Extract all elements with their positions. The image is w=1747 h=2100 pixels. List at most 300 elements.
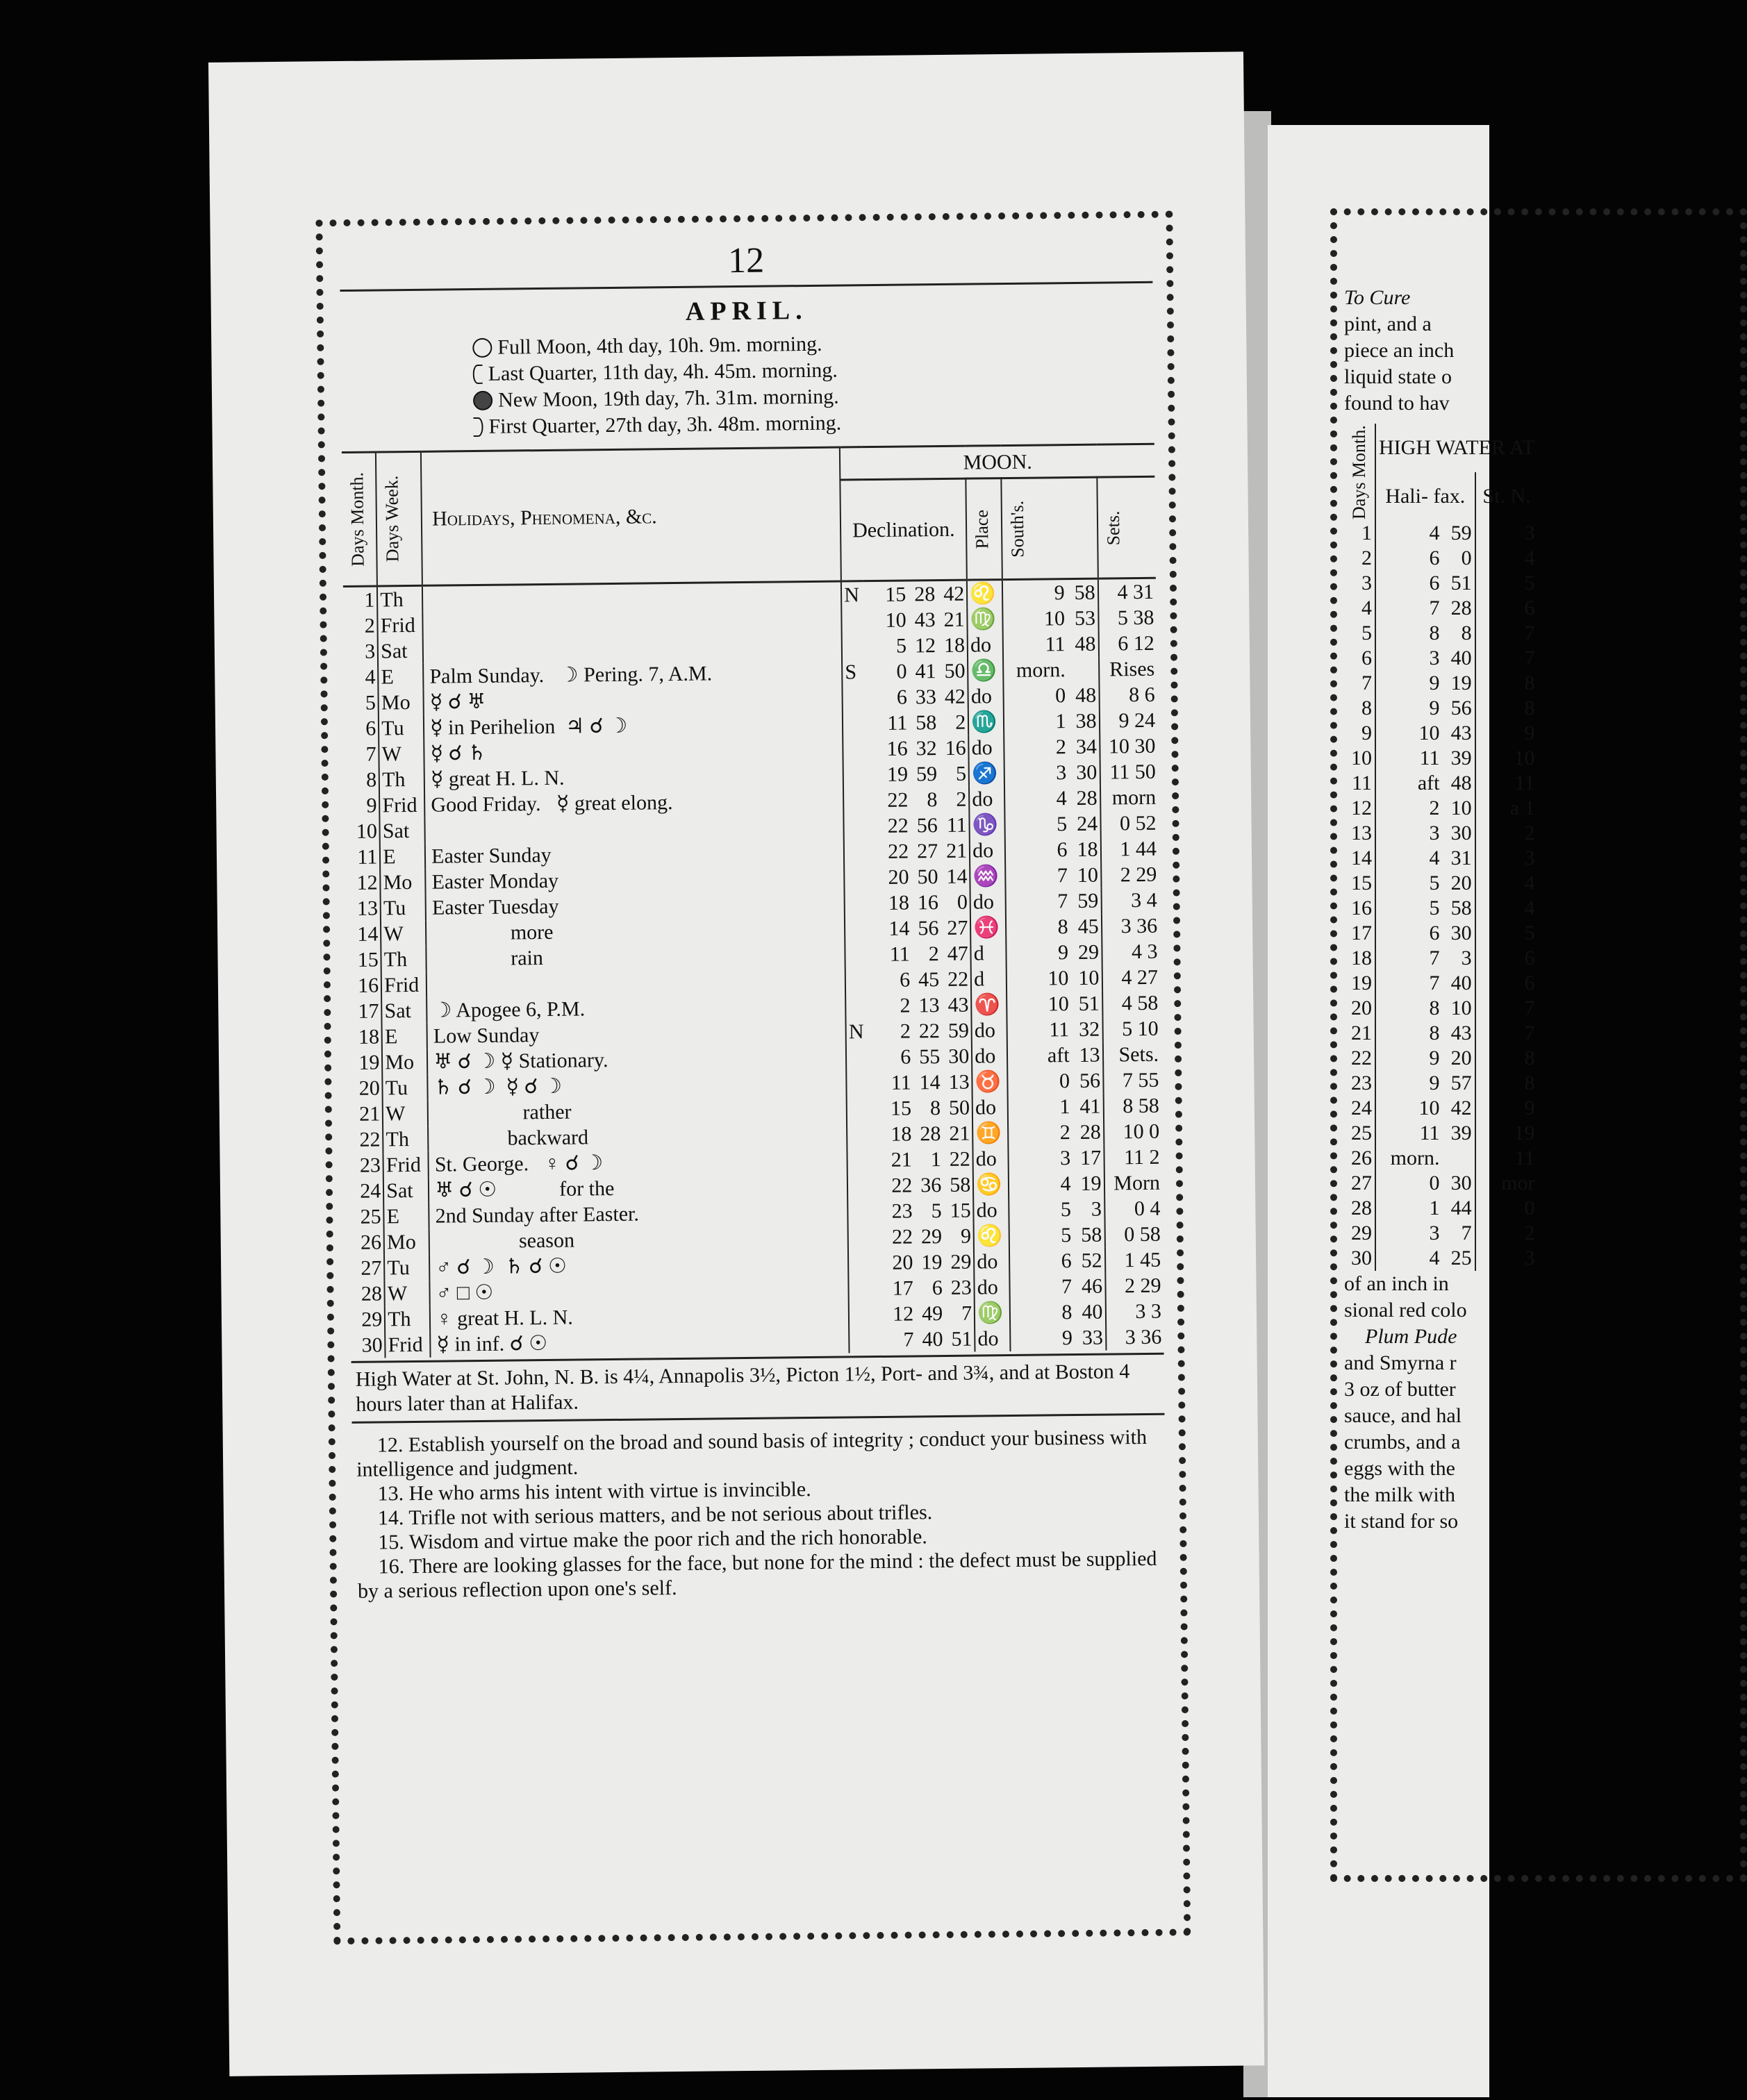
moon-place: do bbox=[968, 632, 1003, 658]
moon-sets: 2 29 bbox=[1101, 862, 1159, 888]
moon-place: ♊ bbox=[972, 1120, 1008, 1147]
declination-direction bbox=[842, 633, 864, 659]
declination-dg: 6 bbox=[900, 1045, 911, 1069]
right-table-cell: 56 bbox=[1450, 697, 1472, 719]
right-table-cell: 11 bbox=[1375, 746, 1442, 771]
right-table-cell: a 1 bbox=[1475, 796, 1538, 821]
right-intro-line: pint, and a bbox=[1344, 312, 1432, 335]
moon-place: ♐ bbox=[969, 760, 1004, 787]
moon-place: do bbox=[970, 889, 1006, 915]
maxim-item: 14. Trifle not with serious matters, and be not serious about trifles. bbox=[377, 1501, 933, 1530]
right-table-cell: 3 bbox=[1375, 821, 1442, 846]
declination-dg: 10 bbox=[885, 608, 906, 632]
right-table-row bbox=[1344, 896, 1537, 921]
day-of-month: 16 bbox=[358, 974, 379, 997]
right-table-cell: 5 bbox=[1475, 921, 1538, 946]
moon-souths bbox=[1004, 760, 1100, 786]
right-table-cell: 8 bbox=[1375, 1021, 1442, 1046]
declination-direction bbox=[846, 1044, 868, 1070]
maxim-item: 12. Establish yourself on the broad and sound basis of integrity ; conduct your business with intelligence and judgment. bbox=[356, 1425, 1148, 1481]
souths-sh: 11 bbox=[1045, 633, 1066, 656]
declination-value bbox=[868, 1018, 972, 1045]
moon-place: do bbox=[970, 838, 1005, 864]
moon-place: ♌ bbox=[967, 580, 1002, 607]
declination-dg: 11 bbox=[889, 942, 910, 966]
day-of-week: Frid bbox=[383, 1152, 429, 1178]
right-header-halifax: Hali- fax. bbox=[1375, 472, 1475, 521]
right-table-cell: 15 bbox=[1351, 872, 1372, 894]
souths-sm: 10 bbox=[1078, 966, 1100, 990]
day-of-month: 19 bbox=[358, 1051, 380, 1074]
right-table-row bbox=[1344, 996, 1537, 1021]
moon-sets: 4 31 bbox=[1098, 578, 1156, 605]
moon-souths bbox=[1007, 1017, 1102, 1043]
right-table-row bbox=[1344, 1021, 1537, 1046]
moon-place: do bbox=[973, 1146, 1009, 1172]
souths-sh: 11 bbox=[1049, 1018, 1070, 1042]
moon-souths bbox=[1004, 785, 1100, 812]
right-after-text bbox=[1344, 1271, 1740, 1535]
declination-direction bbox=[841, 608, 863, 633]
right-table-cell: 10 bbox=[1375, 1096, 1442, 1121]
declination-value bbox=[865, 684, 968, 711]
declination-direction bbox=[845, 967, 868, 993]
declination-direction bbox=[847, 1173, 870, 1199]
day-of-month: 29 bbox=[361, 1308, 383, 1331]
declination-dg: 22 bbox=[887, 814, 909, 838]
moon-place: ♉ bbox=[972, 1069, 1007, 1095]
right-table-row bbox=[1344, 546, 1537, 571]
right-after-line: eggs with the bbox=[1344, 1457, 1455, 1480]
moon-place: ♌ bbox=[974, 1223, 1009, 1249]
declination-dm: 1 bbox=[930, 1148, 942, 1172]
moon-place: do bbox=[968, 735, 1004, 761]
moon-sets: 6 12 bbox=[1098, 631, 1157, 657]
declination-dm: 41 bbox=[915, 660, 936, 683]
souths-sm: 24 bbox=[1076, 812, 1098, 835]
day-of-week: Frid bbox=[379, 792, 424, 819]
day-of-week: W bbox=[381, 921, 426, 947]
right-table-cell: 8 bbox=[1475, 1046, 1538, 1071]
right-table-cell: 28 bbox=[1351, 1197, 1372, 1219]
day-of-month: 11 bbox=[357, 845, 378, 869]
right-table-row bbox=[1344, 971, 1537, 996]
moon-place: do bbox=[972, 1017, 1007, 1044]
declination-ds: 22 bbox=[949, 1147, 971, 1171]
right-table-row bbox=[1344, 921, 1537, 946]
right-table-cell: 25 bbox=[1351, 1122, 1372, 1144]
declination-dm: 32 bbox=[916, 737, 937, 760]
souths-sm: 56 bbox=[1079, 1069, 1101, 1092]
souths-sm: 28 bbox=[1079, 1120, 1101, 1144]
right-table-cell: 18 bbox=[1351, 947, 1372, 969]
declination-ds: 27 bbox=[947, 916, 968, 940]
declination-value bbox=[866, 838, 970, 865]
souths-sh: 5 bbox=[1056, 812, 1068, 836]
declination-value bbox=[870, 1224, 974, 1251]
moon-sets: 3 36 bbox=[1106, 1324, 1164, 1351]
right-table-cell: 3 bbox=[1475, 521, 1538, 546]
right-table-cell: 11 bbox=[1475, 1146, 1538, 1171]
right-after-line: of an inch in bbox=[1344, 1272, 1449, 1295]
day-of-month: 13 bbox=[356, 897, 379, 920]
right-table-row bbox=[1344, 1171, 1537, 1196]
declination-dm: 29 bbox=[920, 1225, 943, 1249]
right-intro-line: piece an inch bbox=[1344, 339, 1455, 362]
moon-place: d bbox=[971, 940, 1007, 967]
moon-sets: 0 58 bbox=[1104, 1222, 1163, 1248]
right-table-cell: 11 bbox=[1475, 771, 1538, 796]
day-of-week: Frid bbox=[381, 972, 427, 999]
day-of-month: 22 bbox=[359, 1128, 381, 1151]
moon-place: ♏ bbox=[968, 709, 1004, 735]
declination-value bbox=[870, 1198, 973, 1225]
moon-sets: 10 0 bbox=[1104, 1119, 1162, 1145]
right-table-row bbox=[1344, 746, 1537, 771]
right-table-cell: 4 bbox=[1475, 896, 1538, 921]
right-table-row bbox=[1344, 1196, 1537, 1221]
moon-sets: 3 4 bbox=[1101, 888, 1159, 914]
maxim-item: 16. There are looking glasses for the face, but none for the mind : the defect must be supplied by a serious reflection upon one's self. bbox=[357, 1547, 1157, 1603]
almanac-table bbox=[342, 443, 1164, 1358]
souths-sh: aft bbox=[1047, 1044, 1070, 1067]
declination-direction bbox=[848, 1250, 870, 1276]
right-table-cell: 57 bbox=[1450, 1072, 1472, 1094]
day-of-week: Sat bbox=[381, 998, 427, 1024]
right-table-cell: 0 bbox=[1461, 547, 1472, 569]
moon-sets: 4 3 bbox=[1102, 939, 1160, 965]
declination-ds: 43 bbox=[947, 993, 969, 1017]
declination-dm: 45 bbox=[918, 968, 940, 992]
day-of-month: 21 bbox=[358, 1102, 381, 1126]
right-table-cell: 9 bbox=[1475, 1096, 1538, 1121]
right-table-cell: 6 bbox=[1375, 571, 1442, 596]
right-table-cell: 30 bbox=[1450, 822, 1472, 844]
moon-souths bbox=[1004, 734, 1100, 760]
souths-sm: 48 bbox=[1075, 683, 1097, 707]
holiday-text: Low Sunday bbox=[427, 1019, 846, 1049]
holiday-text: 2nd Sunday after Easter. bbox=[429, 1199, 847, 1228]
holiday-text: ♂ ☌ ☽ ♄ ☌ ☉ bbox=[429, 1250, 848, 1280]
right-after-line: 3 oz of butter bbox=[1344, 1378, 1456, 1401]
day-of-month: 10 bbox=[356, 819, 378, 843]
right-table-cell: 19 bbox=[1450, 672, 1472, 694]
declination-dg: 7 bbox=[903, 1328, 914, 1351]
right-table-row bbox=[1344, 1221, 1537, 1246]
moon-souths bbox=[1005, 862, 1101, 889]
declination-direction bbox=[843, 788, 866, 813]
declination-ds: 21 bbox=[943, 608, 965, 631]
almanac-body bbox=[343, 578, 1164, 1358]
full-moon-icon bbox=[472, 338, 492, 358]
declination-direction bbox=[849, 1327, 871, 1353]
day-of-month: 2 bbox=[364, 614, 375, 638]
souths-sh: 4 bbox=[1060, 1172, 1071, 1196]
declination-value bbox=[868, 941, 971, 968]
holiday-text bbox=[423, 608, 842, 638]
declination-dg: 15 bbox=[885, 583, 906, 606]
declination-dm: 13 bbox=[918, 994, 940, 1017]
right-after-line: crumbs, and a bbox=[1344, 1431, 1461, 1453]
day-of-week: Frid bbox=[378, 612, 423, 639]
right-table-cell: 11 bbox=[1375, 1121, 1442, 1146]
declination-direction: N bbox=[846, 1019, 868, 1044]
declination-ds: 2 bbox=[956, 788, 967, 811]
moon-phase-text: Full Moon, 4th day, 10h. 9m. morning. bbox=[497, 332, 822, 359]
declination-dm: 6 bbox=[932, 1276, 943, 1300]
declination-ds: 47 bbox=[947, 942, 968, 965]
declination-direction bbox=[844, 813, 866, 839]
day-of-month: 7 bbox=[365, 742, 376, 766]
souths-sh: 3 bbox=[1056, 761, 1067, 785]
declination-dm: 2 bbox=[928, 942, 939, 966]
right-table-cell: 9 bbox=[1375, 1046, 1442, 1071]
moon-sets: 5 10 bbox=[1102, 1016, 1161, 1042]
new-moon-icon bbox=[473, 391, 492, 410]
moon-phases bbox=[472, 328, 1154, 440]
moon-place: do bbox=[968, 683, 1004, 710]
souths-sm: 58 bbox=[1074, 581, 1095, 604]
day-of-week: Mo bbox=[384, 1229, 429, 1256]
right-table-cell: 21 bbox=[1351, 1022, 1372, 1044]
right-table-cell: 16 bbox=[1351, 897, 1372, 919]
declination-direction bbox=[846, 1070, 868, 1096]
declination-direction bbox=[845, 916, 867, 942]
declination-dm: 50 bbox=[917, 865, 938, 889]
moon-souths bbox=[1003, 631, 1099, 658]
souths-sh: 10 bbox=[1043, 607, 1066, 631]
declination-dg: 12 bbox=[892, 1302, 914, 1326]
right-table-cell: 1 bbox=[1361, 522, 1372, 544]
right-table-cell bbox=[1442, 1146, 1475, 1171]
maxims bbox=[352, 1415, 1167, 1603]
right-table-cell: 23 bbox=[1351, 1072, 1372, 1094]
right-border-frame bbox=[1330, 208, 1747, 1882]
declination-value bbox=[863, 580, 967, 608]
moon-souths bbox=[1004, 811, 1100, 838]
moon-souths bbox=[1009, 1222, 1105, 1249]
right-table-cell: 7 bbox=[1375, 946, 1442, 971]
day-of-month: 6 bbox=[365, 717, 376, 740]
declination-dm: 27 bbox=[917, 840, 938, 863]
right-table-cell: 17 bbox=[1351, 922, 1372, 944]
declination-dg: 0 bbox=[896, 660, 907, 683]
souths-sh: 1 bbox=[1059, 1095, 1070, 1119]
declination-dg: 15 bbox=[890, 1097, 912, 1120]
declination-ds: 15 bbox=[950, 1199, 971, 1222]
declination-ds: 18 bbox=[943, 633, 966, 657]
declination-value bbox=[864, 658, 968, 685]
declination-dg: 14 bbox=[888, 917, 910, 940]
moon-souths bbox=[1008, 1119, 1104, 1146]
day-of-week: Sat bbox=[383, 1178, 429, 1204]
right-table-cell: 3 bbox=[1375, 646, 1442, 671]
right-table-row bbox=[1344, 946, 1537, 971]
moon-sets: 5 38 bbox=[1098, 605, 1157, 631]
right-table-cell: 40 bbox=[1450, 972, 1472, 994]
declination-value bbox=[866, 812, 970, 840]
declination-direction bbox=[847, 1096, 869, 1122]
souths-sh: 0 bbox=[1059, 1069, 1070, 1093]
right-table-cell: 43 bbox=[1450, 722, 1472, 744]
right-table-cell: 7 bbox=[1375, 596, 1442, 621]
declination-direction bbox=[843, 736, 865, 762]
right-table-cell: 10 bbox=[1475, 746, 1538, 771]
declination-dm: 36 bbox=[920, 1174, 942, 1197]
declination-ds: 42 bbox=[943, 582, 965, 606]
right-table-cell: 27 bbox=[1351, 1172, 1372, 1194]
declination-dm: 40 bbox=[922, 1328, 943, 1351]
holiday-text: ☿ in Perihelion ♃ ☌ ☽ bbox=[424, 710, 843, 740]
moon-souths bbox=[1007, 1042, 1103, 1069]
right-table-cell: 10 bbox=[1375, 721, 1442, 746]
souths-sh: 9 bbox=[1057, 941, 1069, 965]
day-of-month: 1 bbox=[364, 588, 375, 612]
souths-sm: 29 bbox=[1077, 940, 1100, 964]
declination-direction bbox=[844, 839, 866, 865]
high-water-footnote: High Water at St. John, N. B. is 4¼, Annapolis 3½, Picton 1½, Port- and 3¾, and at Boston 4 hours later than at Halifax. bbox=[351, 1353, 1165, 1424]
holiday-text: ☿ ☌ ♄ bbox=[424, 736, 843, 766]
souths-sm: 38 bbox=[1075, 709, 1097, 733]
souths-sh: 2 bbox=[1055, 735, 1067, 759]
header-souths: South's. bbox=[1001, 478, 1098, 580]
declination-value bbox=[869, 1069, 972, 1097]
declination-dm: 8 bbox=[929, 1097, 941, 1120]
right-table-cell: 39 bbox=[1450, 747, 1472, 769]
declination-dm: 59 bbox=[916, 762, 938, 786]
right-table-cell: 40 bbox=[1450, 647, 1472, 669]
day-of-week: W bbox=[385, 1281, 430, 1307]
right-table-cell: 42 bbox=[1450, 1097, 1472, 1119]
declination-value bbox=[866, 735, 969, 762]
day-of-month: 3 bbox=[364, 640, 376, 663]
right-table-row bbox=[1344, 646, 1537, 671]
right-header-st: St. N. bbox=[1475, 472, 1538, 521]
day-of-month: 18 bbox=[358, 1025, 380, 1049]
right-after-line: sional red colo bbox=[1344, 1299, 1467, 1322]
day-of-week: Th bbox=[381, 947, 427, 973]
moon-souths bbox=[1006, 940, 1102, 966]
declination-dg: 16 bbox=[886, 737, 908, 760]
right-table-cell: 29 bbox=[1351, 1222, 1372, 1244]
declination-ds: 59 bbox=[947, 1019, 970, 1042]
souths-sh: 10 bbox=[1048, 992, 1069, 1016]
left-page bbox=[208, 51, 1264, 2076]
souths-sm: 19 bbox=[1080, 1172, 1102, 1195]
moon-sets: Sets. bbox=[1102, 1042, 1161, 1068]
right-table-row bbox=[1344, 1246, 1537, 1271]
right-table-cell: 3 bbox=[1375, 1221, 1442, 1246]
right-table-cell: 13 bbox=[1351, 822, 1372, 844]
moon-souths bbox=[1006, 914, 1102, 940]
right-table-row bbox=[1344, 596, 1537, 621]
declination-dg: 23 bbox=[891, 1199, 913, 1223]
right-table-cell: 5 bbox=[1475, 571, 1538, 596]
holiday-text: ♅ ☌ ☉ for the bbox=[429, 1173, 847, 1203]
moon-sets: 11 50 bbox=[1100, 759, 1158, 785]
holiday-text: ☿ in inf. ☌ ☉ bbox=[430, 1327, 849, 1357]
holiday-text: St. George. ♀ ☌ ☽ bbox=[429, 1147, 847, 1177]
right-table-cell: 5 bbox=[1361, 622, 1372, 644]
right-table-cell: 20 bbox=[1351, 997, 1372, 1019]
right-table-cell: 51 bbox=[1450, 572, 1472, 594]
declination-direction bbox=[849, 1301, 871, 1327]
declination-dm: 56 bbox=[918, 917, 939, 940]
declination-dm: 55 bbox=[919, 1045, 941, 1069]
day-of-month: 20 bbox=[358, 1076, 380, 1100]
souths-sm: 53 bbox=[1074, 606, 1096, 630]
souths-sh: 3 bbox=[1059, 1147, 1071, 1170]
right-table-cell: 44 bbox=[1450, 1197, 1472, 1219]
right-table-cell: mor bbox=[1475, 1171, 1538, 1196]
declination-dm: 49 bbox=[921, 1302, 943, 1326]
declination-dg: 21 bbox=[891, 1148, 913, 1172]
day-of-week: E bbox=[383, 1203, 429, 1230]
declination-dg: 19 bbox=[886, 762, 909, 786]
day-of-week: E bbox=[382, 1024, 427, 1050]
declination-direction bbox=[843, 685, 865, 710]
right-table-cell: 2 bbox=[1475, 1221, 1538, 1246]
right-table-cell: 8 bbox=[1461, 622, 1472, 644]
right-table-row bbox=[1344, 1146, 1537, 1171]
declination-value bbox=[870, 1249, 974, 1276]
holiday-text: season bbox=[429, 1224, 848, 1254]
holiday-text: Palm Sunday. ☽ Pering. 7, A.M. bbox=[423, 659, 842, 689]
declination-dm: 12 bbox=[914, 634, 936, 658]
declination-dm: 22 bbox=[918, 1019, 941, 1043]
right-table-cell: 8 bbox=[1361, 697, 1372, 719]
moon-sets: 4 58 bbox=[1102, 990, 1161, 1017]
right-table-row bbox=[1344, 796, 1537, 821]
right-intro-line: liquid state o bbox=[1344, 365, 1452, 388]
moon-sets: 2 29 bbox=[1105, 1273, 1164, 1299]
right-table-cell: 20 bbox=[1450, 1047, 1472, 1069]
right-table-cell: 8 bbox=[1475, 671, 1538, 696]
souths-sm: 10 bbox=[1077, 863, 1099, 887]
right-table-row bbox=[1344, 696, 1537, 721]
right-table-row bbox=[1344, 721, 1537, 746]
holiday-text: ☽ Apogee 6, P.M. bbox=[427, 993, 845, 1023]
header-sets: Sets. bbox=[1097, 477, 1156, 579]
declination-direction bbox=[845, 993, 868, 1019]
day-of-month: 24 bbox=[360, 1179, 381, 1203]
right-after-line: and Smyrna r bbox=[1344, 1351, 1457, 1374]
right-table-cell: aft bbox=[1375, 771, 1442, 796]
moon-place: ♍ bbox=[968, 606, 1003, 633]
right-table-cell: 0 bbox=[1375, 1171, 1442, 1196]
right-table-cell: 4 bbox=[1375, 846, 1442, 871]
holiday-text: Easter Monday bbox=[425, 865, 844, 894]
moon-sets: 11 2 bbox=[1104, 1144, 1162, 1171]
right-table-cell: 6 bbox=[1375, 546, 1442, 571]
right-table-cell: 58 bbox=[1450, 897, 1472, 919]
moon-place: ♓ bbox=[970, 915, 1006, 941]
holiday-text: ☿ ☌ ♅ bbox=[424, 685, 843, 715]
right-intro-line: To Cure bbox=[1344, 286, 1411, 309]
souths-sm: 45 bbox=[1077, 915, 1099, 938]
moon-place: do bbox=[973, 1197, 1009, 1224]
right-table-cell: 3 bbox=[1361, 572, 1372, 594]
souths-sm: 51 bbox=[1078, 992, 1100, 1015]
moon-souths bbox=[1010, 1299, 1106, 1326]
declination-ds: 51 bbox=[951, 1327, 972, 1351]
right-table-cell: 19 bbox=[1475, 1121, 1538, 1146]
right-table-cell: 6 bbox=[1361, 647, 1372, 669]
declination-dm: 58 bbox=[916, 711, 937, 735]
declination-ds: 21 bbox=[949, 1122, 970, 1145]
declination-direction bbox=[847, 1199, 870, 1224]
day-of-week: Mo bbox=[380, 869, 425, 896]
